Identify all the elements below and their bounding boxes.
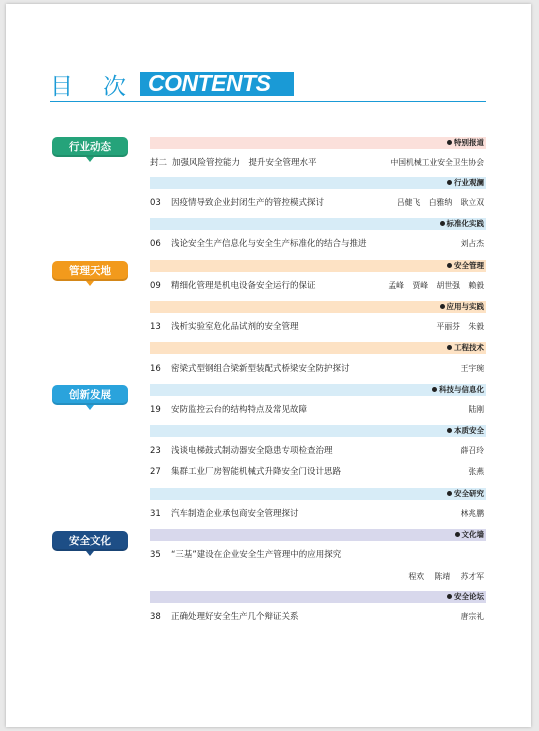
column-label: 特别报道	[447, 137, 484, 149]
article-authors: 林兆鹏	[460, 509, 484, 518]
column-band	[150, 218, 486, 230]
page-number: 03	[150, 198, 161, 208]
section-badge-management: 管理天地	[52, 261, 128, 281]
article-authors: 中国机械工业安全卫生协会	[390, 158, 484, 167]
page-number: 封二	[150, 158, 168, 168]
toc-entry[interactable]	[150, 156, 486, 170]
page-number: 35	[150, 550, 161, 560]
section-badge-culture: 安全文化	[52, 531, 128, 551]
column-label: 应用与实践	[440, 301, 485, 313]
article-authors: 程欢 陈靖 苏才军	[408, 572, 484, 581]
column-label: 安全研究	[447, 488, 484, 500]
column-label: 安全管理	[447, 260, 484, 272]
page-number: 13	[150, 322, 161, 332]
article-authors: 孟峰 贾峰 胡世强 赖毅	[388, 281, 484, 290]
toc-entry[interactable]	[150, 237, 486, 251]
column-band	[150, 384, 486, 396]
article-authors: 平丽芬 朱毅	[436, 322, 484, 331]
column-band	[150, 177, 486, 189]
page-number: 31	[150, 509, 161, 519]
article-authors: 唐宗礼	[460, 612, 484, 621]
column-band	[150, 342, 486, 354]
header-rule	[50, 101, 486, 102]
article-title: 安防监控云台的结构特点及常见故障	[171, 405, 308, 415]
toc-entry[interactable]	[150, 465, 486, 479]
article-authors: 薛召玲	[460, 446, 484, 455]
article-title: 汽车制造企业承包商安全管理探讨	[171, 509, 299, 519]
toc-entry[interactable]	[150, 320, 486, 334]
article-authors: 刘占杰	[460, 239, 484, 248]
column-band	[150, 529, 486, 541]
article-title: 浅析实验室危化品试剂的安全管理	[171, 322, 299, 332]
article-authors: 陆刚	[468, 405, 484, 414]
page-number: 16	[150, 364, 161, 374]
page-number: 09	[150, 281, 161, 291]
column-label: 工程技术	[447, 342, 484, 354]
toc-entry[interactable]	[150, 403, 486, 417]
article-authors: 张燕	[468, 467, 484, 476]
column-label: 本质安全	[447, 425, 484, 437]
toc-entry[interactable]	[150, 610, 486, 624]
article-authors: 王宇琬	[460, 364, 484, 373]
page-number: 27	[150, 467, 161, 477]
column-band	[150, 260, 486, 272]
toc-entry[interactable]	[150, 362, 486, 376]
article-title: 浅论安全生产信息化与安全生产标准化的结合与推进	[171, 239, 367, 249]
toc-title-cn-1: 目	[50, 74, 75, 100]
toc-entry[interactable]	[150, 548, 486, 581]
toc-entry[interactable]	[150, 444, 486, 458]
page-number: 06	[150, 239, 161, 249]
article-title: 密梁式型钢组合梁新型装配式桥梁安全防护探讨	[171, 364, 350, 374]
page-number: 19	[150, 405, 161, 415]
toc-title-cn-2: 次	[103, 74, 126, 100]
column-label: 安全论坛	[447, 591, 484, 603]
column-label: 文化墙	[455, 529, 485, 541]
column-band	[150, 301, 486, 313]
article-title: 浅谈电梯鼓式制动器安全隐患专项检查治理	[171, 446, 333, 456]
article-title: 精细化管理是机电设备安全运行的保证	[171, 281, 316, 291]
column-label: 科技与信息化	[432, 384, 484, 396]
toc-title-en: CONTENTS	[148, 70, 271, 96]
column-label: 标准化实践	[440, 218, 485, 230]
toc-entry[interactable]	[150, 196, 486, 210]
article-authors: 吕健飞 白雅纳 耿立双	[396, 198, 484, 207]
article-title: 集群工业厂房智能机械式升降安全门设计思路	[171, 467, 342, 477]
section-badge-industry: 行业动态	[52, 137, 128, 157]
page-number: 23	[150, 446, 161, 456]
toc-entry[interactable]	[150, 507, 486, 521]
page-number: 38	[150, 612, 161, 622]
article-title: “三基”建设在企业安全生产管理中的应用探究	[171, 550, 342, 560]
toc-entry[interactable]	[150, 279, 486, 293]
article-title: 正确处理好安全生产几个辩证关系	[171, 612, 299, 622]
column-band	[150, 425, 486, 437]
column-band	[150, 488, 486, 500]
column-label: 行业观澜	[447, 177, 484, 189]
section-badge-innovation: 创新发展	[52, 385, 128, 405]
column-band	[150, 591, 486, 603]
column-band	[150, 137, 486, 149]
article-title: 加强风险管控能力 提升安全管理水平	[172, 158, 317, 168]
article-title: 因疫情导致企业封闭生产的管控模式探讨	[171, 198, 325, 208]
